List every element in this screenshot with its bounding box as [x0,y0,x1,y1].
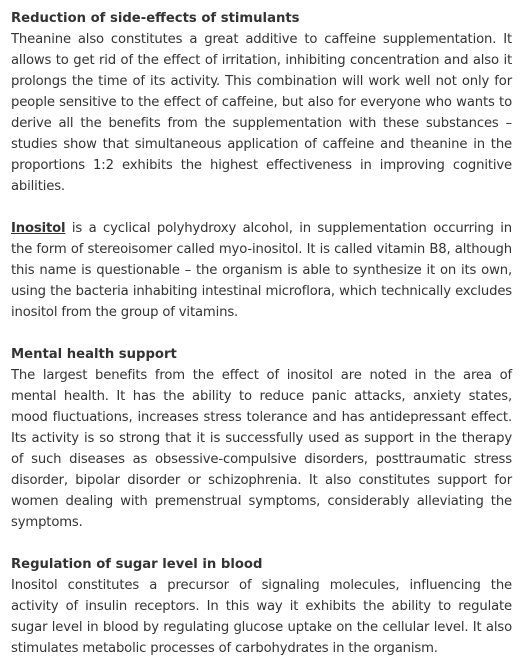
section-heading: Reduction of side-effects of stimulants [11,11,300,26]
section-heading: Mental health support [11,347,177,362]
section-paragraph: Theanine also constitutes a great additive to caffeine supplementation. It allows to get rid of the effect of irritation, inhibiting concentration and also it prolongs the time of its activity. This combination will work well not only for people sensitive to the effect of caffeine, but also for everyone who wants to derive all the benefits from the supplementation with these substances – studies show that simultaneous application of caffeine and theanine in the proportions 1:2 exhibits the highest effectiveness in improving cognitive abilities. [11,32,512,194]
section-paragraph [11,218,512,323]
section-inositol [11,218,512,323]
section-heading: Regulation of sugar level in blood [11,557,263,572]
section-paragraph: The largest benefits from the effect of inositol are noted in the area of mental health. It has the ability to reduce panic attacks, anxiety states, mood fluctuations, increases stress tolerance and has antidepressant effect. Its activity is so strong that it is successfully used as support in the therapy of such diseases as obsessive-compulsive disorders, posttraumatic stress disorder, bipolar disorder or schizophrenia. It also constitutes support for women dealing with premenstrual symptoms, considerably alleviating the symptoms. [11,368,512,530]
section-paragraph: Inositol constitutes a precursor of signaling molecules, influencing the activity of insulin receptors. In this way it exhibits the ability to regulate sugar level in blood by regulating glucose uptake on the cellular level. It also stimulates metabolic processes of carbohydrates in the organism. [11,578,512,656]
inositol-term-link[interactable]: Inositol [11,221,66,236]
section-blood-sugar [11,554,512,659]
section-mental-health [11,344,512,533]
inositol-description: is a cyclical polyhydroxy alcohol, in supplementation occurring in the form of stereoisomer called myo-inositol. It is called vitamin B8, although this name is questionable – the organism is able to synthesize it on its own, using the bacteria inhabiting intestinal microflora, which technically excludes inositol from the group of vitamins. [11,221,512,320]
section-stimulants [11,8,512,197]
